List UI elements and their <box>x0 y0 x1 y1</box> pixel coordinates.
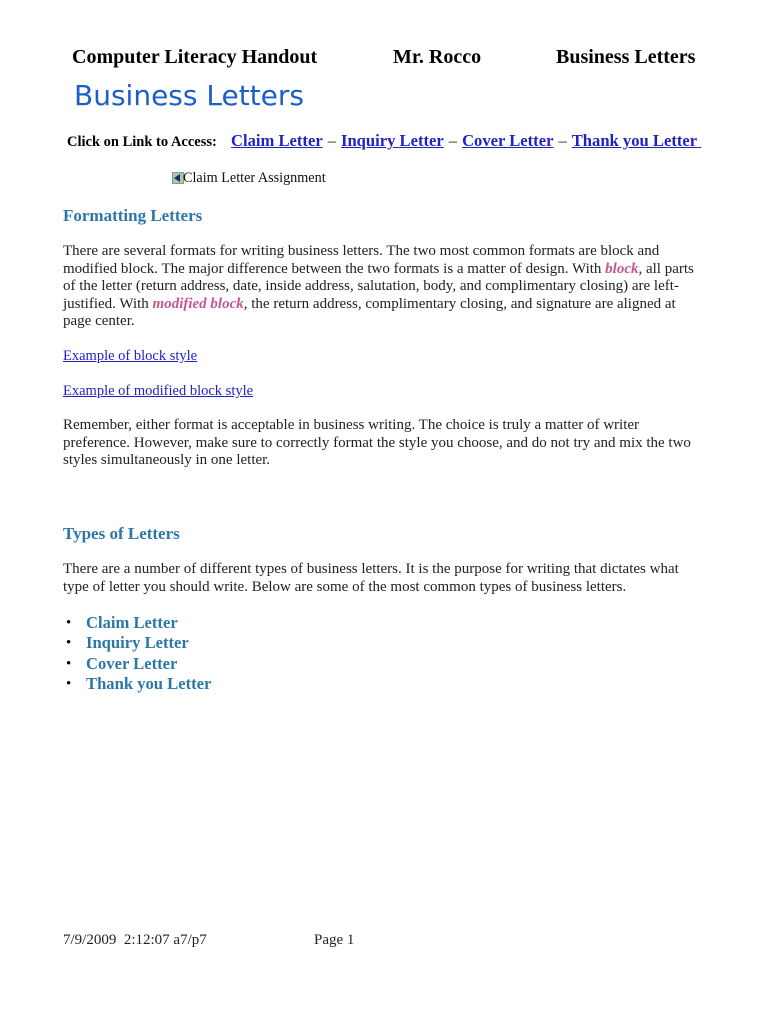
formatting-intro-paragraph <box>63 243 694 331</box>
emphasis-modified-block: modified block <box>152 295 244 312</box>
paragraph-line: styles simultaneously in one letter. <box>63 452 271 468</box>
modified-block-style-example-link[interactable]: Example of modified block style <box>63 383 254 399</box>
thank-you-letter-link[interactable]: Thank you Letter <box>571 131 698 150</box>
paragraph-text: There are several formats for writing business letters. The two most common formats are block and <box>63 243 660 259</box>
types-of-letters-heading: Types of Letters <box>63 524 180 543</box>
paragraph-line <box>63 261 694 279</box>
types-intro-paragraph <box>63 561 679 596</box>
paragraph-line: There are a number of different types of business letters. It is the purpose for writing that dictates what <box>63 561 679 577</box>
list-item-thank-you-letter: • Thank you Letter <box>86 674 211 694</box>
letter-types-list <box>86 613 211 694</box>
claim-letter-link[interactable]: Claim Letter <box>231 131 323 150</box>
paragraph-line <box>63 278 694 296</box>
page-title: Business Letters <box>74 79 304 112</box>
header-topic: Business Letters <box>556 46 696 68</box>
paragraph-text: , the return address, complimentary closing, and signature are aligned at <box>243 295 676 312</box>
header-teacher-name: Mr. Rocco <box>393 46 482 68</box>
paragraph-line: Remember, either format is acceptable in business writing. The choice is truly a matter of writer <box>63 417 640 433</box>
paragraph-line <box>63 243 694 261</box>
link-separator: – <box>558 131 567 150</box>
paragraph-line: type of letter you should write. Below are some of the most common types of business letters. <box>63 578 627 595</box>
formatting-letters-heading: Formatting Letters <box>63 206 203 225</box>
page-header <box>0 45 768 69</box>
access-links-row <box>67 130 701 153</box>
paragraph-text: , all parts <box>638 260 694 277</box>
list-item-cover-letter: • Cover Letter <box>86 654 211 674</box>
access-label: Click on Link to Access: <box>67 134 217 150</box>
assignment-label: Claim Letter Assignment <box>183 170 326 186</box>
paragraph-text: modified block. The major difference between the two formats is a matter of design. With <box>63 260 606 277</box>
link-separator: – <box>327 131 336 150</box>
header-course-name: Computer Literacy Handout <box>72 46 318 68</box>
paragraph-line <box>63 313 694 331</box>
footer-page-number: Page 1 <box>314 932 355 948</box>
footer-timestamp: 7/9/2009 2:12:07 a7/p7 <box>63 932 207 948</box>
block-style-example-link[interactable]: Example of block style <box>63 348 198 364</box>
claim-letter-assignment-attachment[interactable] <box>172 169 342 187</box>
emphasis-block: block <box>605 260 639 277</box>
link-separator: – <box>448 131 458 150</box>
paragraph-line <box>63 296 694 314</box>
list-item-claim-letter: • Claim Letter <box>86 613 211 633</box>
cover-letter-link[interactable]: Cover Letter <box>462 131 554 150</box>
paragraph-line: preference. However, make sure to correctly format the style you choose, and do not try and mix the two <box>63 434 691 451</box>
paragraph-text: justified. With <box>63 295 153 312</box>
paragraph-text: of the letter (return address, date, inside address, salutation, body, and complimentary closing) are left- <box>63 278 679 294</box>
list-item-inquiry-letter: • Inquiry Letter <box>86 633 211 653</box>
formatting-note-paragraph <box>63 417 691 470</box>
paragraph-text: page center. <box>63 313 135 329</box>
inquiry-letter-link[interactable]: Inquiry Letter <box>340 131 444 150</box>
